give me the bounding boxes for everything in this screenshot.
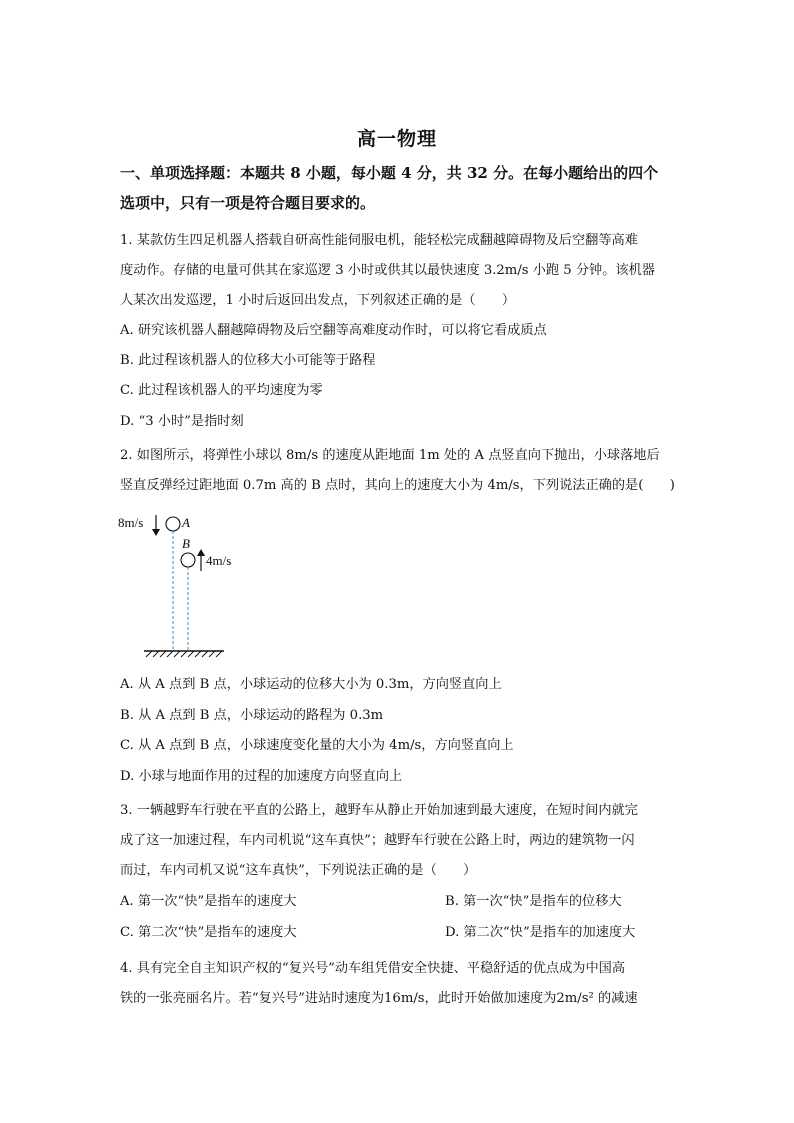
down-arrow-icon <box>152 515 160 536</box>
section-header-line2: 选项中，只有一项是符合题目要求的。 <box>120 194 376 212</box>
ball-bounce-figure <box>112 505 252 665</box>
figure-speed-down-label: 8m/s <box>118 515 144 530</box>
q3-option-c: C. 第二次“快”是指车的速度大 <box>120 925 297 940</box>
q3-stem-line1: 3. 一辆越野车行驶在平直的公路上，越野车从静止开始加速到最大速度，在短时间内就完 <box>120 803 638 818</box>
q1-option-d: D. “3 小时”是指时刻 <box>120 414 244 429</box>
q2-stem-line1: 2. 如图所示，将弹性小球以 8m/s 的速度从距地面 1m 处的 A 点竖直向下抛出，小球落地后 <box>120 448 660 463</box>
ground <box>144 651 224 657</box>
q1-option-b: B. 此过程该机器人的位移大小可能等于路程 <box>120 353 376 368</box>
q1-option-c: C. 此过程该机器人的平均速度为零 <box>120 383 323 398</box>
q4-stem-line1: 4. 具有完全自主知识产权的“复兴号”动车组凭借安全快捷、平稳舒适的优点成为中国高 <box>120 961 626 976</box>
q1-stem-line2: 度动作。存储的电量可供其在家巡逻 3 小时或供其以最快速度 3.2m/s 小跑 5 分钟。该机器 <box>120 263 655 278</box>
ball-a <box>166 517 180 531</box>
up-arrow-icon <box>197 549 205 571</box>
q1-option-a: A. 研究该机器人翻越障碍物及后空翻等高难度动作时，可以将它看成质点 <box>120 323 547 338</box>
q1-stem-line1: 1. 某款仿生四足机器人搭载自研高性能伺服电机，能轻松完成翻越障碍物及后空翻等高难 <box>120 233 638 248</box>
q3-stem-line3: 而过，车内司机又说“这车真快”，下列说法正确的是（ ） <box>120 863 477 878</box>
q3-option-a: A. 第一次“快”是指车的速度大 <box>120 894 297 909</box>
q2-option-c: C. 从 A 点到 B 点，小球速度变化量的大小为 4m/s，方向竖直向上 <box>120 738 514 753</box>
page-title: 高一物理 <box>356 128 437 150</box>
q2-option-b: B. 从 A 点到 B 点，小球运动的路程为 0.3m <box>120 708 384 723</box>
q2-option-a: A. 从 A 点到 B 点，小球运动的位移大小为 0.3m，方向竖直向上 <box>120 677 502 692</box>
q2-option-d: D. 小球与地面作用的过程的加速度方向竖直向上 <box>120 769 403 784</box>
q3-stem-line2: 成了这一加速过程，车内司机说“这车真快”；越野车行驶在公路上时，两边的建筑物一闪 <box>120 833 635 848</box>
figure-label-a: A <box>182 515 190 530</box>
q3-option-d: D. 第二次“快”是指车的加速度大 <box>445 925 636 940</box>
q1-stem-line3: 人某次出发巡逻，1 小时后返回出发点，下列叙述正确的是（ ） <box>120 293 516 308</box>
q4-stem-line2: 铁的一张亮丽名片。若“复兴号”进站时速度为16m/s，此时开始做加速度为2m/s² 的减速 <box>120 991 638 1006</box>
figure-label-b: B <box>182 536 190 551</box>
ball-b <box>181 553 195 567</box>
figure-speed-up-label: 4m/s <box>206 553 232 568</box>
section-header-line1: 一、单项选择题：本题共 8 小题，每小题 4 分，共 32 分。在每小题给出的四个 <box>120 164 659 182</box>
q2-stem-line2: 竖直反弹经过距地面 0.7m 高的 B 点时，其向上的速度大小为 4m/s，下列说法正确的是( ) <box>120 478 675 493</box>
section-header <box>120 158 680 218</box>
q3-option-b: B. 第一次“快”是指车的位移大 <box>445 894 622 909</box>
